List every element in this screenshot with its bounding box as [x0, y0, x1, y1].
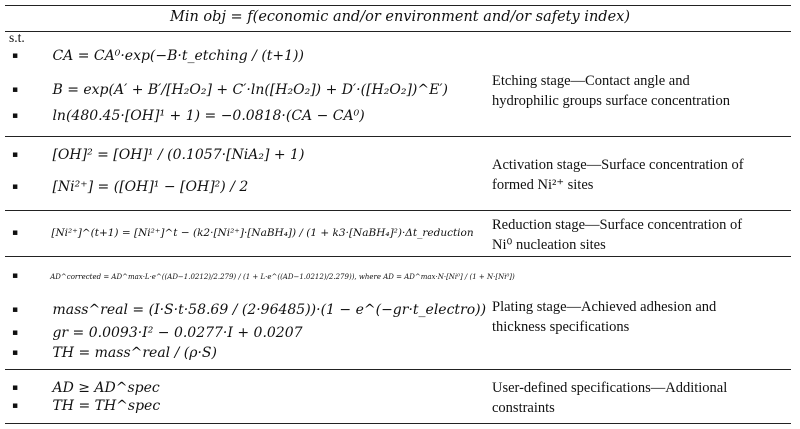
activation-stage-description — [492, 155, 744, 195]
description-line: Ni⁰ nucleation sites — [492, 237, 606, 253]
group-divider — [5, 256, 791, 257]
bullet-icon: ▪ — [12, 110, 19, 121]
equation-contact-angle — [12, 49, 304, 63]
equation-text: AD ≥ AD^spec — [52, 380, 160, 396]
equation-text: AD^corrected = AD^max·L·e^((AD−1.0212)/2.279) / (1 + L·e^((AD−1.0212)/2.279)), where AD = AD^max·N·[Ni⁰] / (1 + N·[Ni⁰]) — [50, 272, 515, 281]
group-divider — [5, 136, 791, 137]
bullet-icon: ▪ — [12, 181, 19, 192]
equation-ad-corrected — [12, 272, 515, 281]
objective-function: Min obj = f(economic and/or environment and/or safety index) — [170, 9, 630, 25]
description-line: hydrophilic groups surface concentration — [492, 93, 730, 109]
table-top-rule — [5, 5, 791, 6]
description-line: constraints — [492, 400, 555, 416]
bullet-icon: ▪ — [12, 149, 19, 160]
description-line: User-defined specifications—Additional — [492, 380, 728, 396]
description-line: formed Ni²⁺ sites — [492, 177, 594, 193]
equation-oh-activation — [12, 148, 304, 162]
bullet-icon: ▪ — [12, 347, 19, 358]
equation-mass-real — [12, 303, 486, 317]
equation-th-spec — [12, 399, 160, 413]
etching-stage-description — [492, 71, 730, 111]
description-line: thickness specifications — [492, 319, 630, 335]
reduction-stage-description — [492, 215, 742, 255]
equation-text: [Ni²⁺] = ([OH]¹ − [OH]²) / 2 — [52, 179, 249, 195]
equation-text: ln(480.45·[OH]¹ + 1) = −0.0818·(CA − CA⁰) — [52, 108, 365, 124]
bullet-icon: ▪ — [12, 400, 19, 411]
bullet-icon: ▪ — [12, 50, 19, 61]
equation-ad-spec — [12, 381, 160, 395]
equation-text: [Ni²⁺]^(t+1) = [Ni²⁺]^t − (k2·[Ni²⁺]·[NaBH₄]) / (1 + k3·[NaBH₄]²)·Δt_reduction — [51, 227, 474, 239]
equation-text: mass^real = (I·S·t·58.69 / (2·96485))·(1 − e^(−gr·t_electro)) — [52, 302, 487, 318]
description-line: Activation stage—Surface concentration of — [492, 157, 744, 173]
bullet-icon: ▪ — [12, 227, 19, 238]
equation-text: TH = TH^spec — [52, 398, 161, 414]
bullet-icon: ▪ — [12, 327, 19, 338]
description-line: Plating stage—Achieved adhesion and — [492, 299, 717, 315]
bullet-icon: ▪ — [12, 304, 19, 315]
group-divider — [5, 369, 791, 370]
group-divider — [5, 210, 791, 211]
description-line: Etching stage—Contact angle and — [492, 73, 690, 89]
equation-text: [OH]² = [OH]¹ / (0.1057·[NiA₂] + 1) — [52, 147, 305, 163]
user-defined-description — [492, 378, 727, 418]
equation-thickness — [12, 346, 217, 360]
equation-text: gr = 0.0093·I² − 0.0277·I + 0.0207 — [52, 325, 303, 341]
plating-stage-description — [492, 297, 716, 337]
description-line: Reduction stage—Surface concentration of — [492, 217, 743, 233]
bullet-icon: ▪ — [12, 84, 19, 95]
table-bottom-rule — [5, 423, 791, 424]
equation-b-coefficient — [12, 83, 448, 97]
equation-text: TH = mass^real / (ρ·S) — [52, 345, 217, 361]
equation-oh-concentration — [12, 109, 365, 123]
equation-ni-sites — [12, 180, 248, 194]
equation-text: CA = CA⁰·exp(−B·t_etching / (t+1)) — [52, 48, 304, 64]
objective-rule — [5, 31, 791, 32]
equation-growth-rate — [12, 326, 303, 340]
equation-text: B = exp(A′ + B′/[H₂O₂] + C′·ln([H₂O₂]) + D′·([H₂O₂])^E′) — [52, 82, 448, 98]
subject-to-label: s.t. — [9, 30, 25, 45]
equation-ni-reduction — [12, 228, 474, 239]
bullet-icon: ▪ — [12, 382, 19, 393]
bullet-icon: ▪ — [12, 271, 19, 281]
